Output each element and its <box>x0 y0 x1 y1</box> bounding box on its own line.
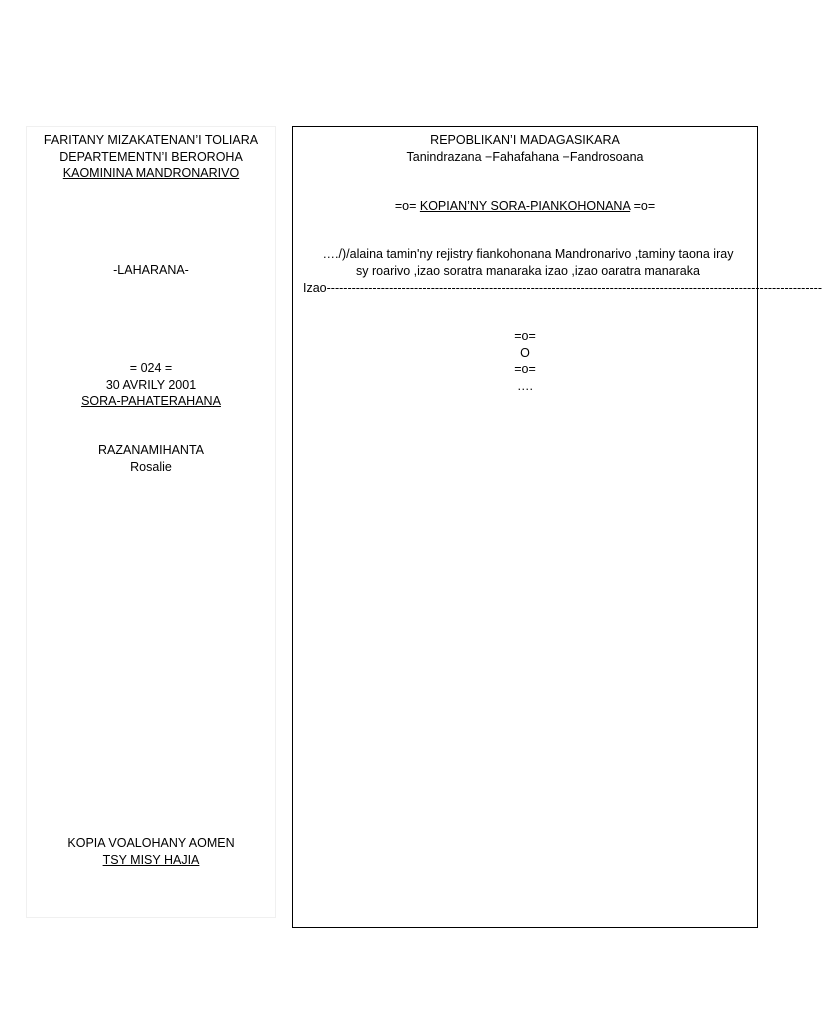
right-header <box>293 132 757 165</box>
record-date: 30 AVRILY 2001 <box>105 377 197 392</box>
left-footer <box>27 835 275 868</box>
laharana-label <box>27 262 275 279</box>
separator-line4: …. <box>517 378 533 393</box>
title-suffix: =o= <box>630 199 656 213</box>
left-footer-line1: KOPIA VOALOHANY AOMEN <box>67 836 235 850</box>
izao-line: Izao----------------------------------------------------------------------------------------------------------------------- <box>303 281 822 295</box>
separator-line3: =o= <box>514 362 536 376</box>
left-header-line2: DEPARTEMENTN’I BEROROHA <box>59 149 243 164</box>
left-header <box>27 132 275 182</box>
laharana-text: -LAHARANA- <box>113 263 189 277</box>
body-line1: …./)/alaina tamin'ny rejistry fiankohonana Mandronarivo ,taminy taona iray <box>322 247 734 261</box>
document-title <box>293 198 757 215</box>
document-body <box>303 246 753 279</box>
left-header-line1: FARITANY MIZAKATENAN’I TOLIARA <box>43 133 259 147</box>
right-header-line2: Tanindrazana −Fahafahana −Fandrosoana <box>406 149 644 164</box>
record-number: = 024 = <box>129 361 173 375</box>
left-footer-line2: TSY MISY HAJIA <box>102 852 200 867</box>
record-type: SORA-PAHATERAHANA <box>81 394 221 408</box>
separator-block <box>293 328 757 394</box>
right-box <box>292 126 822 928</box>
right-header-line1: REPOBLIKAN’I MADAGASIKARA <box>430 133 620 147</box>
left-header-line3: KAOMININA MANDRONARIVO <box>62 166 240 180</box>
left-column <box>26 126 276 918</box>
person-given-name: Rosalie <box>130 459 172 474</box>
separator-line1: =o= <box>514 329 536 343</box>
title-main: KOPIAN’NY SORA-PIANKOHONANA <box>419 199 631 213</box>
person-block <box>27 442 275 475</box>
person-surname: RAZANAMIHANTA <box>97 443 205 457</box>
separator-line2: O <box>520 345 530 360</box>
title-prefix: =o= <box>394 199 420 213</box>
record-block <box>27 360 275 410</box>
body-line2: sy roarivo ,izao soratra manaraka izao ,izao oaratra manaraka <box>356 263 700 278</box>
